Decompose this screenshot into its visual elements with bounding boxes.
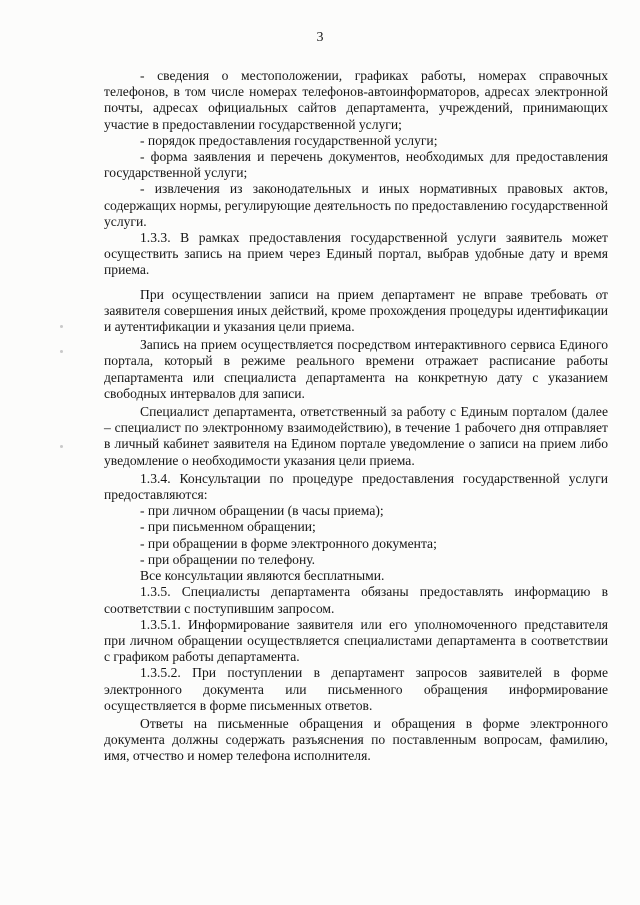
list-item-phone: - при обращении по телефону.: [140, 551, 316, 567]
paragraph-appointment-service: Запись на прием осуществляется посредством интерактивного сервиса Единого портала, который в режиме реального времени отражает расписание работы департамента или специалиста департамента на конкретную дату с указанием свободных интервалов для записи.: [104, 337, 608, 401]
paragraph-1-3-5-2: 1.3.5.2. При поступлении в департамент запросов заявителей в форме электронного документа или письменного обращения информирование осуществляется в форме письменных ответов.: [104, 665, 608, 713]
scan-mark: [60, 445, 63, 448]
scan-mark: [60, 350, 63, 353]
paragraph-1-3-5: 1.3.5. Специалисты департамента обязаны предоставлять информацию в соответствии с поступившим запросом.: [104, 584, 608, 616]
list-item-written: - при письменном обращении;: [140, 519, 316, 535]
paragraph-free-consultations: Все консультации являются бесплатными.: [140, 568, 385, 584]
paragraph-info-contacts: - сведения о местоположении, графиках работы, номерах справочных телефонов, в том числе номерах телефонов-автоинформаторов, адресах электронной почты, адресах официальных сайтов департамента, учреждений, принимающих участие в предоставлении государственной услуги;: [104, 68, 608, 132]
paragraph-written-answers: Ответы на письменные обращения и обращения в форме электронного документа должны содержать разъяснения по поставленным вопросам, фамилию, имя, отчество и номер телефона исполнителя.: [104, 715, 608, 764]
paragraph-1-3-5-1: 1.3.5.1. Информирование заявителя или его уполномоченного представителя при личном обращении осуществляется специалистами департамента в соответствии с графиком работы департамента.: [104, 616, 608, 665]
paragraph-appointment-requirements: При осуществлении записи на прием департамент не вправе требовать от заявителя совершения иных действий, кроме прохождения процедуры идентификации и аутентификации и указания цели приема.: [104, 286, 608, 335]
paragraph-1-3-3: 1.3.3. В рамках предоставления государственной услуги заявитель может осуществить запись на прием через Единый портал, выбрав удобные дату и время приема.: [104, 230, 608, 278]
scan-mark: [60, 325, 63, 328]
paragraph-electronic-specialist: Специалист департамента, ответственный за работу с Единым порталом (далее – специалист по электронному взаимодействию), в течение 1 рабочего дня отправляет в личный кабинет заявителя на Едином портале уведомление о записи на прием либо уведомление о необходимости указания цели приема.: [104, 404, 608, 468]
paragraph-1-3-4: 1.3.4. Консультации по процедуре предоставления государственной услуги предоставляются:: [104, 470, 608, 503]
paragraph-info-form: - форма заявления и перечень документов, необходимых для предоставления государственной услуги;: [104, 149, 608, 181]
list-item-personal: - при личном обращении (в часы приема);: [140, 503, 384, 519]
paragraph-info-legal-extracts: - извлечения из законодательных и иных нормативных правовых актов, содержащих нормы, регулирующие деятельность по предоставлению государственной услуги.: [104, 181, 608, 229]
paragraph-info-procedure: - порядок предоставления государственной услуги;: [140, 132, 438, 148]
document-body: [104, 68, 608, 765]
page-number: 3: [316, 30, 324, 45]
list-item-electronic: - при обращении в форме электронного документа;: [140, 535, 437, 551]
